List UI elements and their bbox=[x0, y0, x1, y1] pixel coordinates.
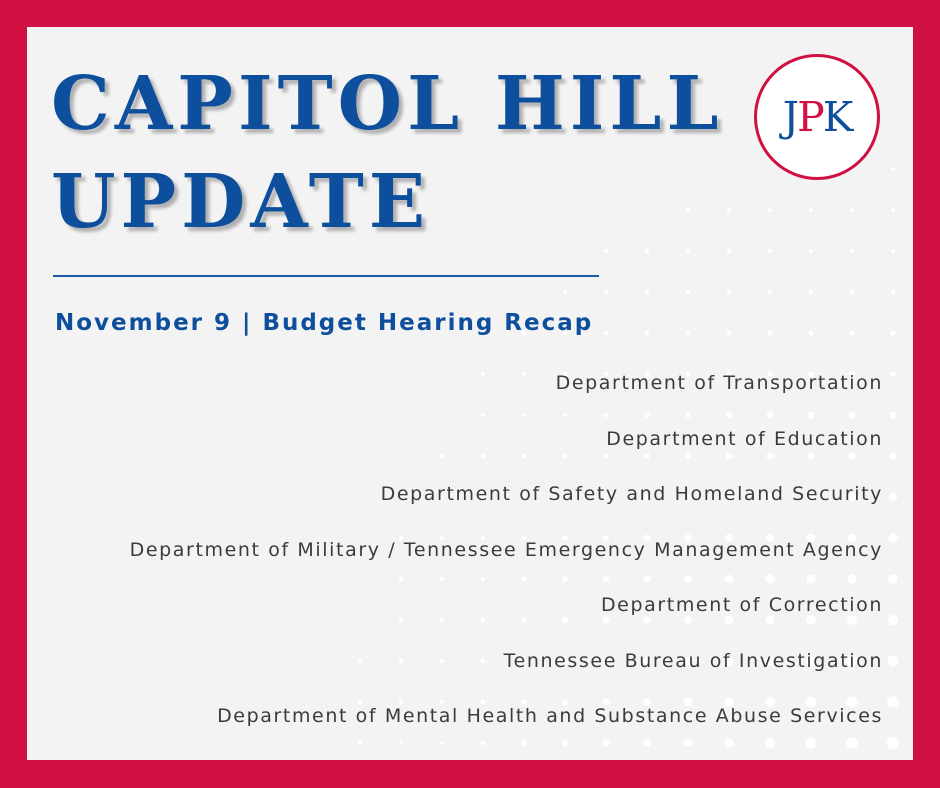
decorative-dot bbox=[888, 615, 898, 625]
department-item: Department of Safety and Homeland Security bbox=[380, 483, 883, 505]
decorative-dot bbox=[727, 290, 731, 294]
decorative-dot bbox=[768, 331, 773, 336]
decorative-dot bbox=[850, 249, 854, 253]
decorative-dot bbox=[891, 249, 895, 253]
subtitle-topic: Budget Hearing Recap bbox=[262, 310, 594, 336]
jpk-logo bbox=[754, 54, 880, 180]
decorative-dot bbox=[888, 574, 898, 584]
department-item: Department of Transportation bbox=[555, 372, 883, 394]
decorative-dot bbox=[809, 249, 813, 253]
title-line-2: UPDATE bbox=[51, 159, 431, 245]
subtitle-date: November 9 bbox=[55, 310, 233, 336]
decorative-dot bbox=[850, 208, 854, 212]
decorative-dot bbox=[563, 290, 567, 294]
department-item: Department of Correction bbox=[600, 594, 883, 616]
decorative-dot bbox=[889, 493, 897, 501]
department-item: Department of Mental Health and Substance Abuse Services bbox=[217, 705, 883, 727]
logo-letter-k: K bbox=[822, 93, 852, 141]
decorative-dot bbox=[890, 412, 897, 419]
decorative-dot bbox=[768, 249, 772, 253]
logo-letter-j: J bbox=[782, 93, 798, 141]
department-item: Department of Military / Tennessee Emergency Management Agency bbox=[129, 538, 883, 561]
decorative-dot bbox=[889, 534, 898, 543]
logo-letter-p: P bbox=[797, 93, 823, 141]
decorative-dot bbox=[604, 331, 608, 335]
decorative-dot bbox=[887, 737, 899, 749]
decorative-dot bbox=[809, 290, 813, 294]
decorative-dot bbox=[890, 371, 896, 377]
decorative-dot bbox=[768, 290, 772, 294]
department-item: Department of Education bbox=[606, 427, 883, 450]
subtitle-separator: | bbox=[242, 310, 253, 336]
decorative-dot bbox=[889, 452, 896, 459]
decorative-dot bbox=[727, 331, 732, 336]
logo-text bbox=[783, 93, 852, 141]
department-list bbox=[33, 372, 883, 760]
decorative-dot bbox=[850, 290, 855, 295]
decorative-dot bbox=[686, 331, 690, 335]
subtitle bbox=[55, 310, 593, 336]
page-title bbox=[51, 55, 724, 251]
decorative-dot bbox=[890, 330, 895, 335]
decorative-dot bbox=[891, 167, 895, 171]
decorative-dot bbox=[768, 208, 772, 212]
content-panel bbox=[27, 27, 913, 760]
decorative-dot bbox=[888, 656, 899, 667]
decorative-dot bbox=[809, 208, 813, 212]
decorative-dot bbox=[686, 290, 690, 294]
decorative-dot bbox=[645, 290, 649, 294]
decorative-dot bbox=[891, 208, 895, 212]
decorative-dot bbox=[887, 696, 899, 708]
decorative-dot bbox=[645, 331, 649, 335]
decorative-dot bbox=[849, 330, 854, 335]
title-divider bbox=[53, 275, 599, 277]
decorative-dot bbox=[808, 330, 813, 335]
decorative-dot bbox=[727, 208, 731, 212]
decorative-dot bbox=[604, 290, 608, 294]
title-line-1: CAPITOL HILL bbox=[51, 61, 724, 147]
department-item: Tennessee Bureau of Investigation bbox=[503, 649, 883, 672]
decorative-dot bbox=[727, 249, 731, 253]
decorative-dot bbox=[891, 290, 896, 295]
